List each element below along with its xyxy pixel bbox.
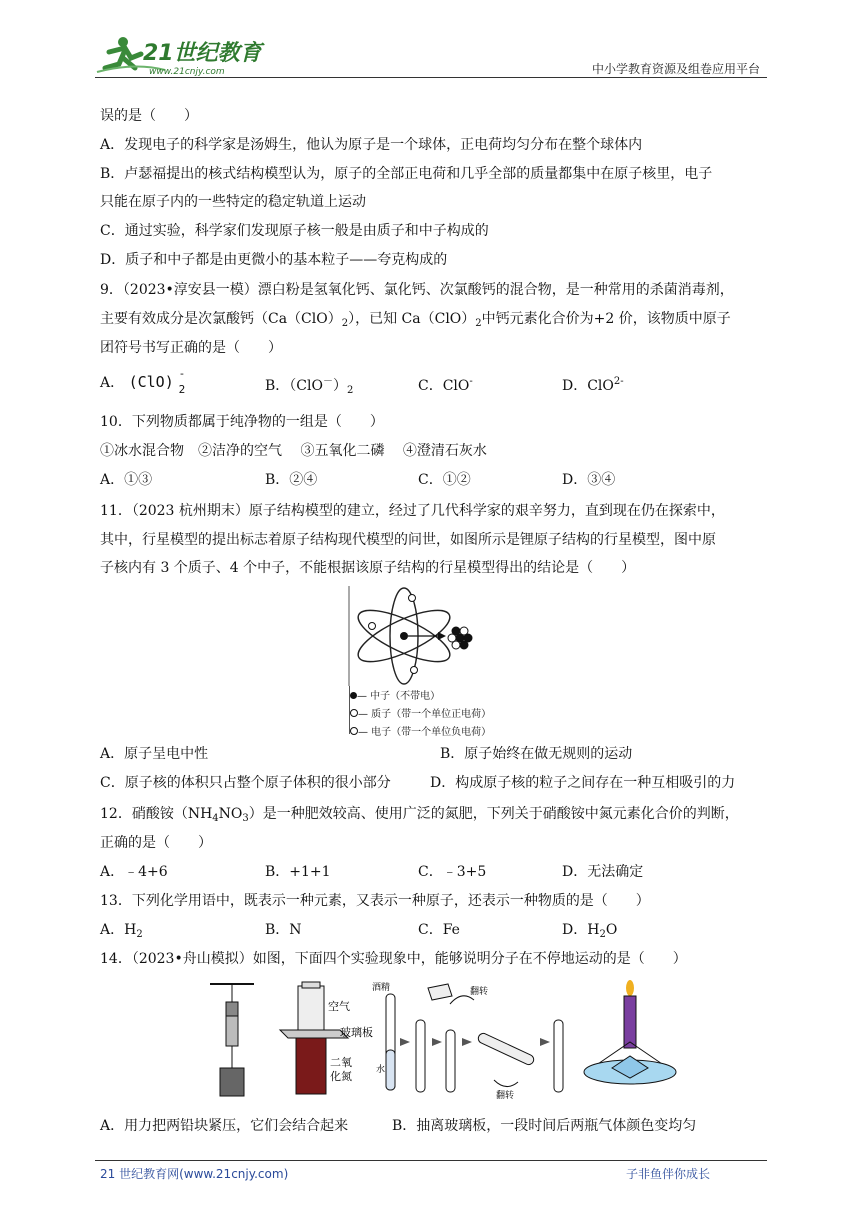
q8-option-c: C．通过实验，科学家们发现原子核一般是由质子和中子构成的 [100, 223, 489, 239]
q13-option-b: B．N [265, 922, 302, 938]
legend-electron: — 电子（带一个单位负电荷） [350, 723, 491, 738]
footer-slogan: 子非鱼伴你成长 [625, 1167, 710, 1181]
q9-stem-line3: 团符号书写正确的是（ ） [100, 340, 282, 356]
q14-experiment-figure [200, 980, 680, 1104]
q10-option-a: A．①③ [100, 472, 153, 488]
q12-option-b: B．+1+1 [265, 864, 331, 880]
legend-neutron: — 中子（不带电） [350, 687, 440, 702]
q8-stem-continuation: 误的是（ ） [100, 108, 198, 124]
q8-option-b-line2: 只能在原子内的一些特定的稳定轨道上运动 [100, 194, 366, 210]
q8-option-d: D．质子和中子都是由更微小的基本粒子——夸克构成的 [100, 252, 448, 268]
q12-option-d: D．无法确定 [562, 864, 644, 880]
legend-proton: — 质子（带一个单位正电荷） [350, 705, 491, 720]
q12-option-a: A．﹣4+6 [100, 864, 168, 880]
q13-option-c: C．Fe [418, 922, 460, 938]
svg-text:21世纪教育: 21世纪教育 [143, 41, 262, 66]
q10-option-b: B．②④ [265, 472, 318, 488]
svg-text:水: 水 [376, 1065, 386, 1075]
platform-name: 中小学教育资源及组卷应用平台 [591, 62, 760, 76]
q11-option-b: B．原子始终在做无规则的运动 [440, 746, 633, 762]
q9-option-c: C．ClO- [418, 376, 473, 394]
footer-site-link[interactable]: 21 世纪教育网(www.21cnjy.com) [100, 1167, 289, 1181]
q9-option-a-formula: (ClO) [128, 373, 174, 391]
q13-option-d: D．$H_2O$ [562, 922, 618, 940]
q11-option-a: A．原子呈电中性 [100, 746, 209, 762]
site-logo [95, 32, 265, 80]
q10-option-d: D．③④ [562, 472, 616, 488]
footer-divider [95, 1160, 767, 1161]
q11-stem-line3: 子核内有 3 个质子、4 个中子，不能根据该原子结构的行星模型得出的结论是（ ） [100, 560, 636, 576]
svg-text:玻璃板: 玻璃板 [340, 1026, 373, 1039]
q11-stem-line1: 11．（2023 杭州期末）原子结构模型的建立，经过了几代科学家的艰辛努力，直到现在仍在探索中， [100, 503, 725, 519]
svg-text:www.21cnjy.com: www.21cnjy.com [149, 67, 225, 77]
svg-text:二氧: 二氧 [330, 1056, 352, 1069]
q12-option-c: C．﹣3+5 [418, 864, 487, 880]
svg-text:酒精: 酒精 [372, 983, 391, 993]
svg-text:空气: 空气 [328, 1000, 350, 1013]
svg-text:翻转: 翻转 [496, 1091, 515, 1100]
proton-circle-icon [350, 709, 358, 717]
q11-option-c: C．原子核的体积只占整个原子体积的很小部分 [100, 775, 391, 791]
q14-stem: 14．（2023•舟山模拟）如图，下面四个实验现象中，能够说明分子在不停地运动的是（ ） [100, 951, 687, 967]
q14-option-b: B．抽离玻璃板，一段时间后两瓶气体颜色变均匀 [392, 1118, 697, 1134]
electron-circle-icon [350, 727, 358, 735]
q11-stem-line2: 其中，行星模型的提出标志着原子结构现代模型的问世，如图所示是锂原子结构的行星模型，图中原 [100, 532, 716, 548]
lithium-atom-model-figure [346, 586, 516, 738]
evaporation-dish-icon [584, 980, 676, 1084]
q9-stem-line1: 9．（2023•淳安县一模）漂白粉是氢氧化钙、氯化钙、次氯酸钙的混合物，是一种常用的杀菌消毒剂， [100, 282, 734, 298]
q10-option-c: C．①② [418, 472, 471, 488]
q13-stem: 13．下列化学用语中，既表示一种元素，又表示一种原子，还表示一种物质的是（ ） [100, 893, 650, 909]
lead-blocks-icon [210, 984, 254, 1096]
q12-stem-line1: 12．硝酸铵$(NH_4NO_3)$是一种肥效较高、使用广泛的氮肥，下列关于硝酸铵中氮元素化合价的判断， [100, 806, 739, 824]
q11-option-d: D．构成原子核的粒子之间存在一种互相吸引的力 [430, 775, 736, 791]
header-divider [95, 77, 767, 78]
q12-stem-line2: 正确的是（ ） [100, 835, 212, 851]
q14-option-a: A．用力把两铅块紧压，它们会结合起来 [100, 1118, 349, 1134]
q10-items: ①冰水混合物 ②洁净的空气 ③五氧化二磷 ④澄清石灰水 [100, 443, 487, 459]
q8-option-b-line1: B．卢瑟福提出的核式结构模型认为，原子的全部正电荷和几乎全部的质量都集中在原子核里，电子 [100, 166, 713, 182]
q9-stem-line2: 主要有效成分是次氯酸钙$(Ca(ClO)_2)$，已知 $Ca(ClO)_2$中钙元素化合价为+2 价，该物质中原子 [100, 311, 731, 329]
q9-option-a: A． (ClO) - 2 [100, 367, 186, 396]
svg-text:翻转: 翻转 [470, 987, 489, 997]
alcohol-water-tubes-icon [372, 981, 563, 1100]
q9-option-b: B．$(ClO^-)_2$ [265, 376, 354, 396]
q9-option-d: D．ClO$^{2-}$ [562, 376, 624, 394]
gas-jars-icon [280, 982, 373, 1094]
svg-text:化氮: 化氮 [330, 1070, 352, 1083]
neutron-dot-icon [350, 692, 357, 699]
q8-option-a: A．发现电子的科学家是汤姆生，他认为原子是一个球体，正电荷均匀分布在整个球体内 [100, 137, 643, 153]
q13-option-a: A．$H_2$ [100, 922, 143, 940]
q10-stem: 10．下列物质都属于纯净物的一组是（ ） [100, 414, 384, 430]
